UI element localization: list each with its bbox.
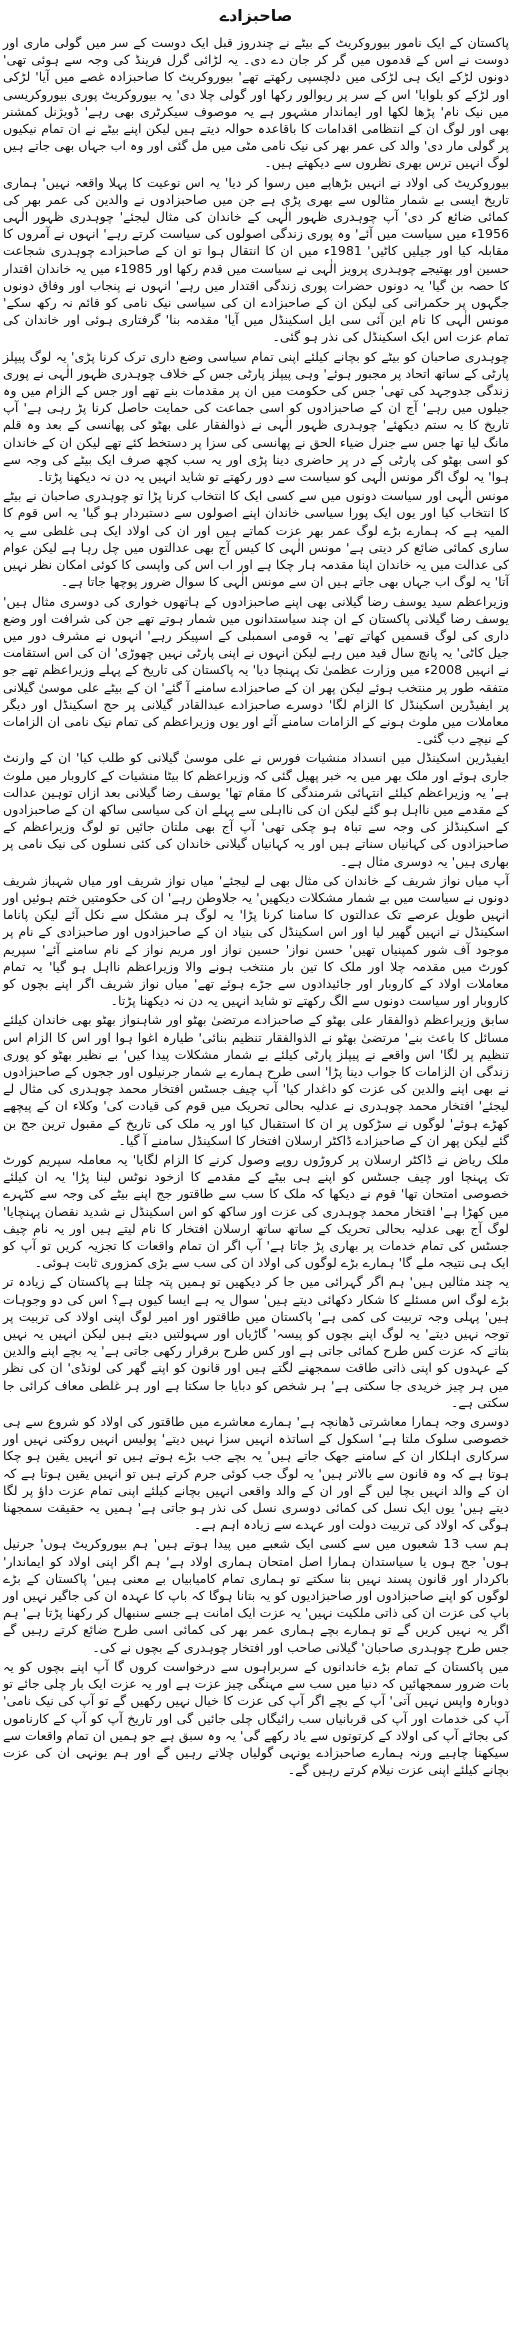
article-body — [3, 34, 509, 1778]
article-paragraph: چوہدری صاحبان کو بیٹے کو بچانے کیلئے اپنی تمام سیاسی وضع داری ترک کرنا پڑی' یہ لوگ پیپلز پارٹی کے ساتھ اتحاد پر مجبور ہوئے' وہی پیپلز پارٹی جس کے خلاف چوہدری ظہور الٰہی نے پوری زندگی جدوجہد کی تھی' جس کی حکومت میں ان پر مقدمات بنے تھے اور جس کے الزام میں وہ جیلوں میں رہے' آج ان کے صاحبزادوں کو اسی جماعت کی حمایت حاصل کرنا پڑ رہی ہے' آپ تاریخ کا یہ ستم دیکھئے' چوہدری ظہور الٰہی نے ذوالفقار علی بھٹو کی پھانسی کے بعد وہ قلم مانگ لیا تھا جس سے جنرل ضیاء الحق نے پھانسی کی سزا پر دستخط کئے تھے لیکن ان کے خاندان کو اسی بھٹو کی پارٹی کے در پر حاضری دینا پڑی اور یہ سب کچھ صرف ایک بیٹے کی وجہ سے ہوا' یہ لوگ اگر مونس الٰہی کو سیاست سے دور رکھتے تو شاید انہیں یہ دن نہ دیکھنا پڑتا۔ — [3, 348, 509, 485]
article-paragraph: میں پاکستان کے تمام بڑے خاندانوں کے سربراہوں سے درخواست کروں گا آپ اپنے بچوں کو یہ بات ضرور سمجھائیں کہ دنیا میں سب سے مہنگی چیز عزت ہے اور یہ عزت ایک بار چلی جائے تو دوبارہ واپس نہیں آتی' آپ کے بچے اگر آپ کی عزت کا خیال نہیں رکھیں گے تو آپ کی نیک نامی' آپ کی خدمات اور آپ کی قربانیاں سب رائیگاں چلی جائیں گی اور تاریخ آپ کو آپ کے کارناموں کی بجائے آپ کی اولاد کے کرتوتوں سے یاد رکھے گی' یہ وہ سبق ہے جو ہمیں ان تمام واقعات سے سیکھنا چاہیے ورنہ ہمارے صاحبزادے یونہی گولیاں چلاتے رہیں گے اور ہم یونہی ان کی عزت بچانے کیلئے اپنی عزت نیلام کرتے رہیں گے۔ — [3, 1658, 509, 1778]
article-paragraph: ہم سب 13 شعبوں میں سے کسی ایک شعبے میں پیدا ہوتے ہیں' ہم بیوروکریٹ ہوں' جرنیل ہوں' جج ہوں یا سیاستدان ہمارا اصل امتحان ہماری اولاد ہے' ہم اگر اپنی اولاد کو ایماندار' باکردار اور قانون پسند نہیں بنا سکتے تو ہماری تمام کامیابیاں بے معنی ہیں' پاکستان کے بڑے لوگوں کو اپنے صاحبزادوں اور صاحبزادیوں کو یہ بتانا ہوگا کہ باپ کا عہدہ ان کی جاگیر نہیں اور باپ کی عزت ان کی ذاتی ملکیت نہیں' یہ عزت ایک امانت ہے جسے سنبھال کر رکھنا پڑتا ہے' ہم اگر یہ نہیں کریں گے تو ہمارے بچے ہماری عمر بھر کی کمائی اسی طرح ضائع کرتے رہیں گے جس طرح چوہدری صاحبان' گیلانی صاحب اور افتخار چوہدری کے بچوں نے کی۔ — [3, 1536, 510, 1655]
article-paragraph: سابق وزیراعظم ذوالفقار علی بھٹو کے صاحبزادے مرتضیٰ بھٹو اور شاہنواز بھٹو بھی خاندان کیلئے مسائل کا باعث بنے' مرتضیٰ بھٹو نے الذوالفقار تنظیم بنائی' طیارہ اغوا ہوا اور اس کا الزام اس تنظیم پر لگا' اس واقعے نے پیپلز پارٹی کیلئے بے شمار مشکلات پیدا کیں' بے نظیر بھٹو کو پوری زندگی ان الزامات کا جواب دینا پڑا' اسی طرح ہمارے بے شمار جرنیلوں اور ججوں کے صاحبزادوں نے بھی اپنے والدین کی عزت کو داغدار کیا' آپ چیف جسٹس افتخار محمد چوہدری کی مثال لے لیجئے' افتخار محمد چوہدری نے عدلیہ بحالی تحریک میں قوم کی قیادت کی' وکلاء ان کے پیچھے کھڑے ہوئے' لوگوں نے سڑکوں پر ان کا استقبال کیا اور یہ ملک کی تاریخ کے مقبول ترین جج بن گئے لیکن پھر ان کے صاحبزادے ڈاکٹر ارسلان افتخار کا اسکینڈل سامنے آ گیا۔ — [3, 1012, 509, 1148]
article-paragraph: ملک ریاض نے ڈاکٹر ارسلان پر کروڑوں روپے وصول کرنے کا الزام لگایا' یہ معاملہ سپریم کورٹ تک پہنچا اور چیف جسٹس کو اپنے ہی بیٹے کے مقدمے کا ازخود نوٹس لینا پڑا' یہ ان کیلئے خصوصی امتحان تھا' قوم نے دیکھا کہ ملک کا سب سے طاقتور جج اپنے بیٹے کی وجہ سے کٹہرے میں کھڑا ہے' افتخار محمد چوہدری کی عزت اور ساکھ کو اس اسکینڈل نے شدید نقصان پہنچایا' لوگ آج بھی عدلیہ بحالی تحریک کے ساتھ ساتھ ارسلان افتخار کا نام لیتے ہیں اور یہ نام چیف جسٹس کی تمام خدمات پر بھاری پڑ جاتا ہے' آپ اگر ان تمام واقعات کا تجزیہ کریں تو آپ کو ایک ہی نتیجہ ملے گا' ہمارے بڑے لوگوں کی اولاد ان کی سب سے بڑی کمزوری ثابت ہوئی۔ — [3, 1152, 509, 1271]
article-paragraph: وزیراعظم سید یوسف رضا گیلانی بھی اپنے صاحبزادوں کے ہاتھوں خواری کی دوسری مثال ہیں' یوسف رضا گیلانی پاکستان کے ان چند سیاستدانوں میں شمار ہوتے تھے جن کی شرافت اور وضع داری کی لوگ قسمیں کھاتے تھے' یہ قومی اسمبلی کے اسپیکر رہے' انہوں نے مشرف دور میں جیل کاٹی' یہ پانچ سال قید میں رہے لیکن انہوں نے اپنی پارٹی نہیں چھوڑی' ان کی اس استقامت نے انہیں 2008ء میں وزارت عظمیٰ تک پہنچا دیا' یہ پاکستان کی تاریخ کے پہلے وزیراعظم تھے جو متفقہ طور پر منتخب ہوئے لیکن پھر ان کے صاحبزادے سامنے آ گئے' ان کے بیٹے علی موسیٰ گیلانی پر ایفیڈرین اسکینڈل کا الزام لگا' دوسرے صاحبزادے عبدالقادر گیلانی پر حج اسکینڈل اور دیگر معاملات میں ملوث ہونے کے الزامات سامنے آئے اور یوں وزیراعظم کی تمام نیک نامی ان الزامات کے نیچے دب گئی۔ — [3, 593, 509, 747]
column-headline: صاحبزادے — [219, 6, 293, 25]
article-paragraph: آپ میاں نواز شریف کے خاندان کی مثال بھی لے لیجئے' میاں نواز شریف اور میاں شہباز شریف دونوں نے سیاست میں بے شمار مشکلات دیکھیں' یہ جلاوطن رہے' ان کی حکومتیں ختم ہوئیں اور انہیں طویل عرصے تک عدالتوں کا سامنا کرنا پڑا' یہ لوگ ہر مشکل سے نکل آئے لیکن پاناما اسکینڈل نے انہیں گھیر لیا اور اس اسکینڈل کی بنیاد ان کے صاحبزادوں اور صاحبزادی کے نام پر موجود آف شور کمپنیاں تھیں' حسن نواز' حسین نواز اور مریم نواز کے نام سامنے آئے' سپریم کورٹ میں مقدمہ چلا اور ملک کا تین بار منتخب ہونے والا وزیراعظم نااہل ہو گیا' یہ تمام معاملات اولاد کے کاروبار اور جائیدادوں سے جڑے ہوئے تھے' میاں نواز شریف اگر اپنے بچوں کو کاروبار اور سیاست دونوں سے الگ رکھتے تو شاید انہیں یہ دن نہ دیکھنا پڑتا۔ — [3, 872, 509, 1009]
article-paragraph: مونس الٰہی اور سیاست دونوں میں سے کسی ایک کا انتخاب کرنا پڑا تو چوہدری صاحبان نے بیٹے کا انتخاب کیا اور یوں ایک پورا سیاسی خاندان اپنے اصولوں سے دستبردار ہو گیا' یہ اس قوم کا المیہ ہے کہ ہمارے بڑے لوگ عمر بھر عزت کماتے ہیں اور ان کی اولاد ایک ہی غلطی سے یہ ساری کمائی ضائع کر دیتی ہے' مونس الٰہی کا کیس آج بھی عدالتوں میں چل رہا ہے لیکن عوام کی عدالت میں یہ خاندان اپنا مقدمہ ہار چکا ہے اور اب اس کی واپسی کا کوئی امکان نظر نہیں آتا' یہ لوگ اب جہاں بھی جاتے ہیں ان سے مونس الٰہی کا سوال ضرور پوچھا جاتا ہے۔ — [3, 488, 509, 590]
article-paragraph: بیوروکریٹ کی اولاد نے انہیں بڑھاپے میں رسوا کر دیا' یہ اس نوعیت کا پہلا واقعہ نہیں' ہماری تاریخ ایسی بے شمار مثالوں سے بھری پڑی ہے جن میں صاحبزادوں نے والدین کی عمر بھر کی کمائی ضائع کر دی' آپ چوہدری ظہور الٰہی کے خاندان کی مثال لیجئے' چوہدری ظہور الٰہی 1956ء میں سیاست میں آئے' وہ پوری زندگی اصولوں کی سیاست کرتے رہے' انہوں نے آمروں کا مقابلہ کیا اور جیلیں کاٹیں' 1981ء میں ان کا انتقال ہوا تو ان کے صاحبزادے چوہدری شجاعت حسین اور بھتیجے چوہدری پرویز الٰہی نے سیاست میں قدم رکھا اور 1985ء میں یہ خاندان اقتدار کا حصہ بن گیا' یہ دونوں حضرات پوری زندگی اقتدار میں رہے' انہوں نے پنجاب اور وفاق دونوں جگہوں پر حکمرانی کی لیکن ان کے صاحبزادے ان کی سیاسی نیک نامی کو قائم نہ رکھ سکے' مونس الٰہی کا نام این آئی سی ایل اسکینڈل میں آیا' مقدمہ بنا' گرفتاری ہوئی اور خاندان کی تمام عزت اس ایک اسکینڈل کی نذر ہو گئی۔ — [3, 174, 509, 345]
article-paragraph: ایفیڈرین اسکینڈل میں انسداد منشیات فورس نے علی موسیٰ گیلانی کو طلب کیا' ان کے وارنٹ جاری ہوئے اور ملک بھر میں یہ خبر پھیل گئی کہ وزیراعظم کا بیٹا منشیات کے کاروبار میں ملوث ہے' یہ وزیراعظم کیلئے انتہائی شرمندگی کا مقام تھا' یوسف رضا گیلانی بعد ازاں توہین عدالت کے مقدمے میں نااہل ہو گئے لیکن ان کی نااہلی سے پہلے ان کی سیاسی ساکھ ان کے صاحبزادوں کے اسکینڈلز کی وجہ سے تباہ ہو چکی تھی' آپ آج بھی ملتان جائیں تو لوگ وزیراعظم کے صاحبزادوں کی کہانیاں سناتے ہیں اور یہ کہانیاں گیلانی خاندان کی کئی نسلوں کی نیک نامی پر بھاری ہیں' یہ دوسری مثال ہے۔ — [3, 750, 509, 869]
article-paragraph: دوسری وجہ ہمارا معاشرتی ڈھانچہ ہے' ہمارے معاشرے میں طاقتور کی اولاد کو شروع سے ہی خصوصی سلوک ملتا ہے' اسکول کے اساتذہ انہیں سزا نہیں دیتے' پولیس انہیں روکتی نہیں اور سرکاری اہلکار ان کے سامنے جھک جاتے ہیں' یہ بچے جب بڑے ہوتے ہیں تو انہیں یقین ہو چکا ہوتا ہے کہ وہ قانون سے بالاتر ہیں' یہ لوگ جب کوئی جرم کرتے ہیں تو انہیں یقین ہوتا ہے کہ ان کے والد انہیں بچا لیں گے اور ان کے والد واقعی انہیں بچانے کیلئے اپنی تمام عزت داؤ پر لگا دیتے ہیں' یوں ایک نسل کی کمائی دوسری نسل کی نذر ہو جاتی ہے' ہمیں یہ حقیقت سمجھنا ہوگی کہ اولاد کی تربیت دولت اور عہدے سے زیادہ اہم ہے۔ — [3, 1414, 509, 1533]
article-paragraph: یہ چند مثالیں ہیں' ہم اگر گہرائی میں جا کر دیکھیں تو ہمیں پتہ چلتا ہے پاکستان کے زیادہ تر بڑے لوگ اس مسئلے کا شکار دکھائی دیتے ہیں' سوال یہ ہے ایسا کیوں ہے؟ اس کی دو وجوہات ہیں' پہلی وجہ تربیت کی کمی ہے' پاکستان میں طاقتور اور امیر لوگ اپنی اولاد کی تربیت پر توجہ نہیں دیتے' یہ لوگ اپنے بچوں کو پیسہ' گاڑیاں اور سہولتیں دیتے ہیں لیکن انہیں یہ نہیں بتاتے کہ عزت کس طرح کمائی جاتی ہے اور کس طرح برقرار رکھی جاتی ہے' یہ بچے اپنے والدین کے عہدوں کو اپنی ذاتی طاقت سمجھنے لگتے ہیں اور قانون کو اپنے گھر کی لونڈی' ان کی نظر میں ہر چیز خریدی جا سکتی ہے' ہر شخص کو دبایا جا سکتا ہے اور ہر غلطی معاف کرائی جا سکتی ہے۔ — [3, 1274, 509, 1410]
article-paragraph: پاکستان کے ایک نامور بیوروکریٹ کے بیٹے نے چندروز قبل ایک دوست کے سر میں گولی ماری اور دوست نے اس کے قدموں میں گر کر جان دے دی۔ یہ لڑائی گرل فرینڈ کی وجہ سے ہوئی تھی' دونوں لڑکے ایک ہی لڑکی میں دلچسپی رکھتے تھے' بیوروکریٹ کا صاحبزادہ غصے میں آیا' لڑکی اور لڑکے کو بلوایا' اس کے سر پر ریوالور رکھا اور گولی چلا دی' یہ بیوروکریٹ پوری بیوروکریسی میں نیک نام' پڑھا لکھا اور ایماندار مشہور ہے یہ موصوف سیکرٹری بھی رہے' ڈویژنل کمشنر بھی اور لوگ ان کے انتظامی اقدامات کا باقاعدہ حوالہ دیتے ہیں لیکن اپنے بیٹے نے ان تمام نیکیوں پر گولی مار دی' والد کی عمر بھر کی نیک نامی مٹی میں مل گئی اور وہ اب جہاں بھی جاتے ہیں لوگ انہیں ترس بھری نظروں سے دیکھتے ہیں۔ — [3, 35, 509, 171]
